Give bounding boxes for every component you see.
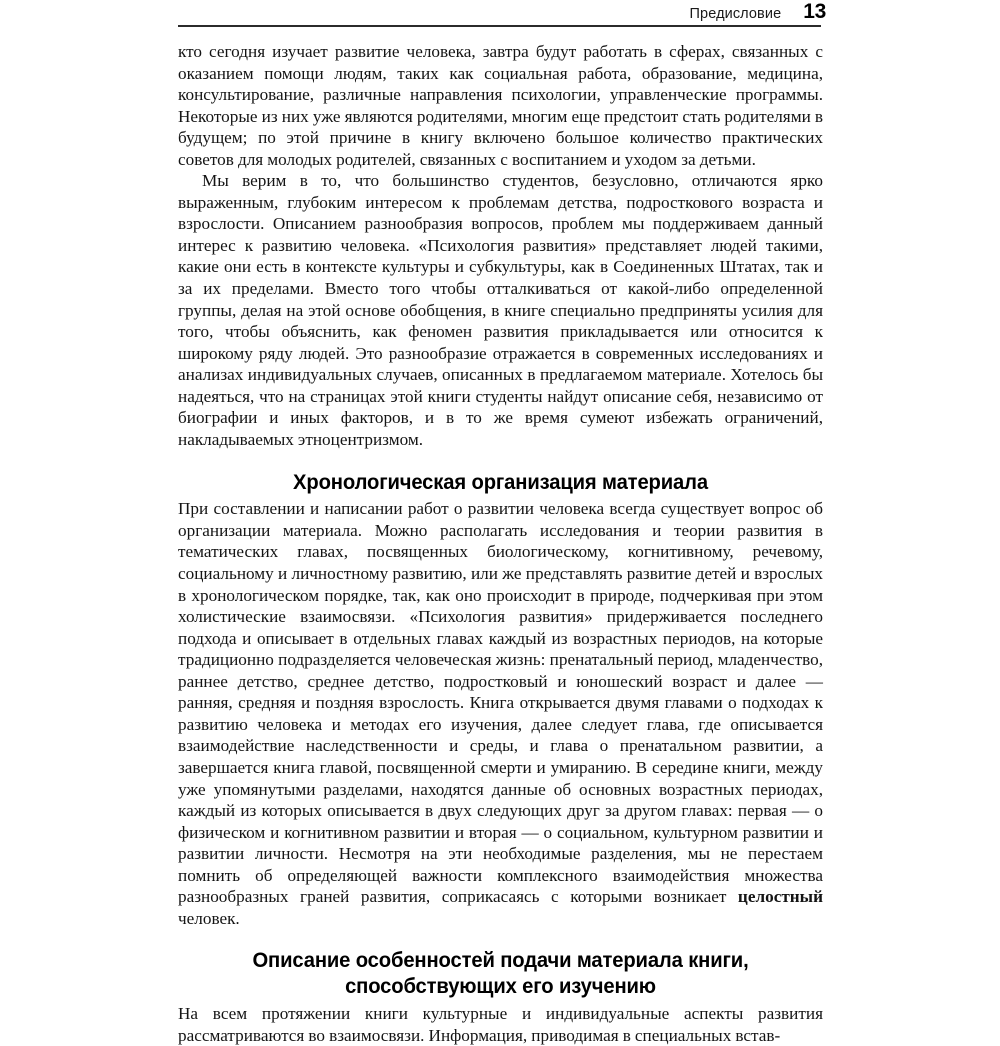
paragraph-text-part-two: человек. — [178, 908, 240, 928]
page-number: 13 — [803, 0, 826, 23]
paragraph-book-features: На всем протяжении книги культурные и индивидуальные аспекты развития рассматриваются во взаимосвязи. Информация, приводимая в специальных встав- — [178, 1004, 823, 1045]
paragraph-chronological-organization — [178, 498, 823, 929]
text-column — [178, 41, 823, 1046]
section-heading-book-features-line-2: способствующих его изучению — [345, 974, 656, 999]
running-head-section-title: Предисловие — [689, 6, 782, 22]
header-rule-divider — [178, 25, 821, 27]
paragraph-student-interest: Мы верим в то, что большинство студентов, безусловно, отличаются ярко выраженным, глубоким интересом к проблемам детства, подросткового возраста и взрослости. Описанием разнообразия вопросов, проблем мы поддерживаем данный интерес к развитию человека. «Психология развития» представляет людей такими, какие они есть в контексте культуры и субкультуры, как в Соединенных Штатах, так и за их пределами. Вместо того чтобы отталкиваться от какой-либо определенной группы, делая на этой основе обобщения, в книге специально предприняты усилия для того, чтобы объяснить, как феномен развития прикладывается или относится к широкому ряду людей. Это разнообразие отражается в современных исследованиях и анализах индивидуальных случаев, описанных в предлагаемом материале. Хотелось бы надеяться, что на страницах этой книги студенты найдут описание себя, независимо от биографии и иных факторов, и в то же время сумеют избежать ограничений, накладываемых этноцентризмом. — [178, 171, 823, 449]
paragraph-continuation: кто сегодня изучает развитие человека, завтра будут работать в сферах, связанных с оказанием помощи людям, таких как социальная работа, образование, медицина, консультирование, различные направления психологии, управленческие программы. Некоторые из них уже являются родителями, многим еще предстоит стать родителями в будущем; по этой причине в книгу включено большое количество практических советов для молодых родителей, связанных с воспитанием и уходом за детьми. — [178, 42, 823, 169]
emphasis-holistic-person: целостный — [737, 887, 823, 907]
heading-two-spacer-top — [178, 929, 823, 947]
section-heading-chronological-organization: Хронологическая организация материала — [293, 470, 708, 495]
heading-spacer-top — [178, 450, 823, 469]
section-heading-book-features-line-1: Описание особенностей подачи материала книги, — [252, 948, 749, 973]
paragraph-text-part-one: При составлении и написании работ о развитии человека всегда существует вопрос об организации материала. Можно располагать исследования и теории развития в тематических главах, посвященных биологическому, когнитивному, речевому, социальному и личностному развитию, или же представлять развитие детей и взрослых в хронологическом порядке, так, как оно происходит в природе, подчеркивая при этом холистические взаимосвязи. «Психология развития» придерживается последнего подхода и описывает в отдельных главах каждый из возрастных периодов, на которые традиционно подразделяется человеческая жизнь: пренатальный период, младенчество, раннее детство, среднее детство, подростковый и юношеский возраст и далее — ранняя, средняя и поздняя взрослость. Книга открывается двумя главами о подходах к развитию человека и методах его изучения, далее следует глава, где описывается взаимодействие наследственности и среды, и глава о пренатальном развитии, а завершается книга главой, посвященной смерти и умиранию. В середине книги, между уже упомянутыми разделами, находятся данные об основных возрастных периодах, каждый из которых описывается в двух следующих друг за другом главах: первая — о физическом и когнитивном развитии и вторая — о социальном, культурном развитии и развитии личности. Несмотря на эти необходимые разделения, мы не перестаем помнить об определяющей важности комплексного взаимодействия множества разнообразных граней развития, соприкасаясь с которыми возникает — [178, 499, 823, 907]
running-head-inner — [178, 0, 826, 26]
section-heading-book-features — [197, 947, 803, 999]
